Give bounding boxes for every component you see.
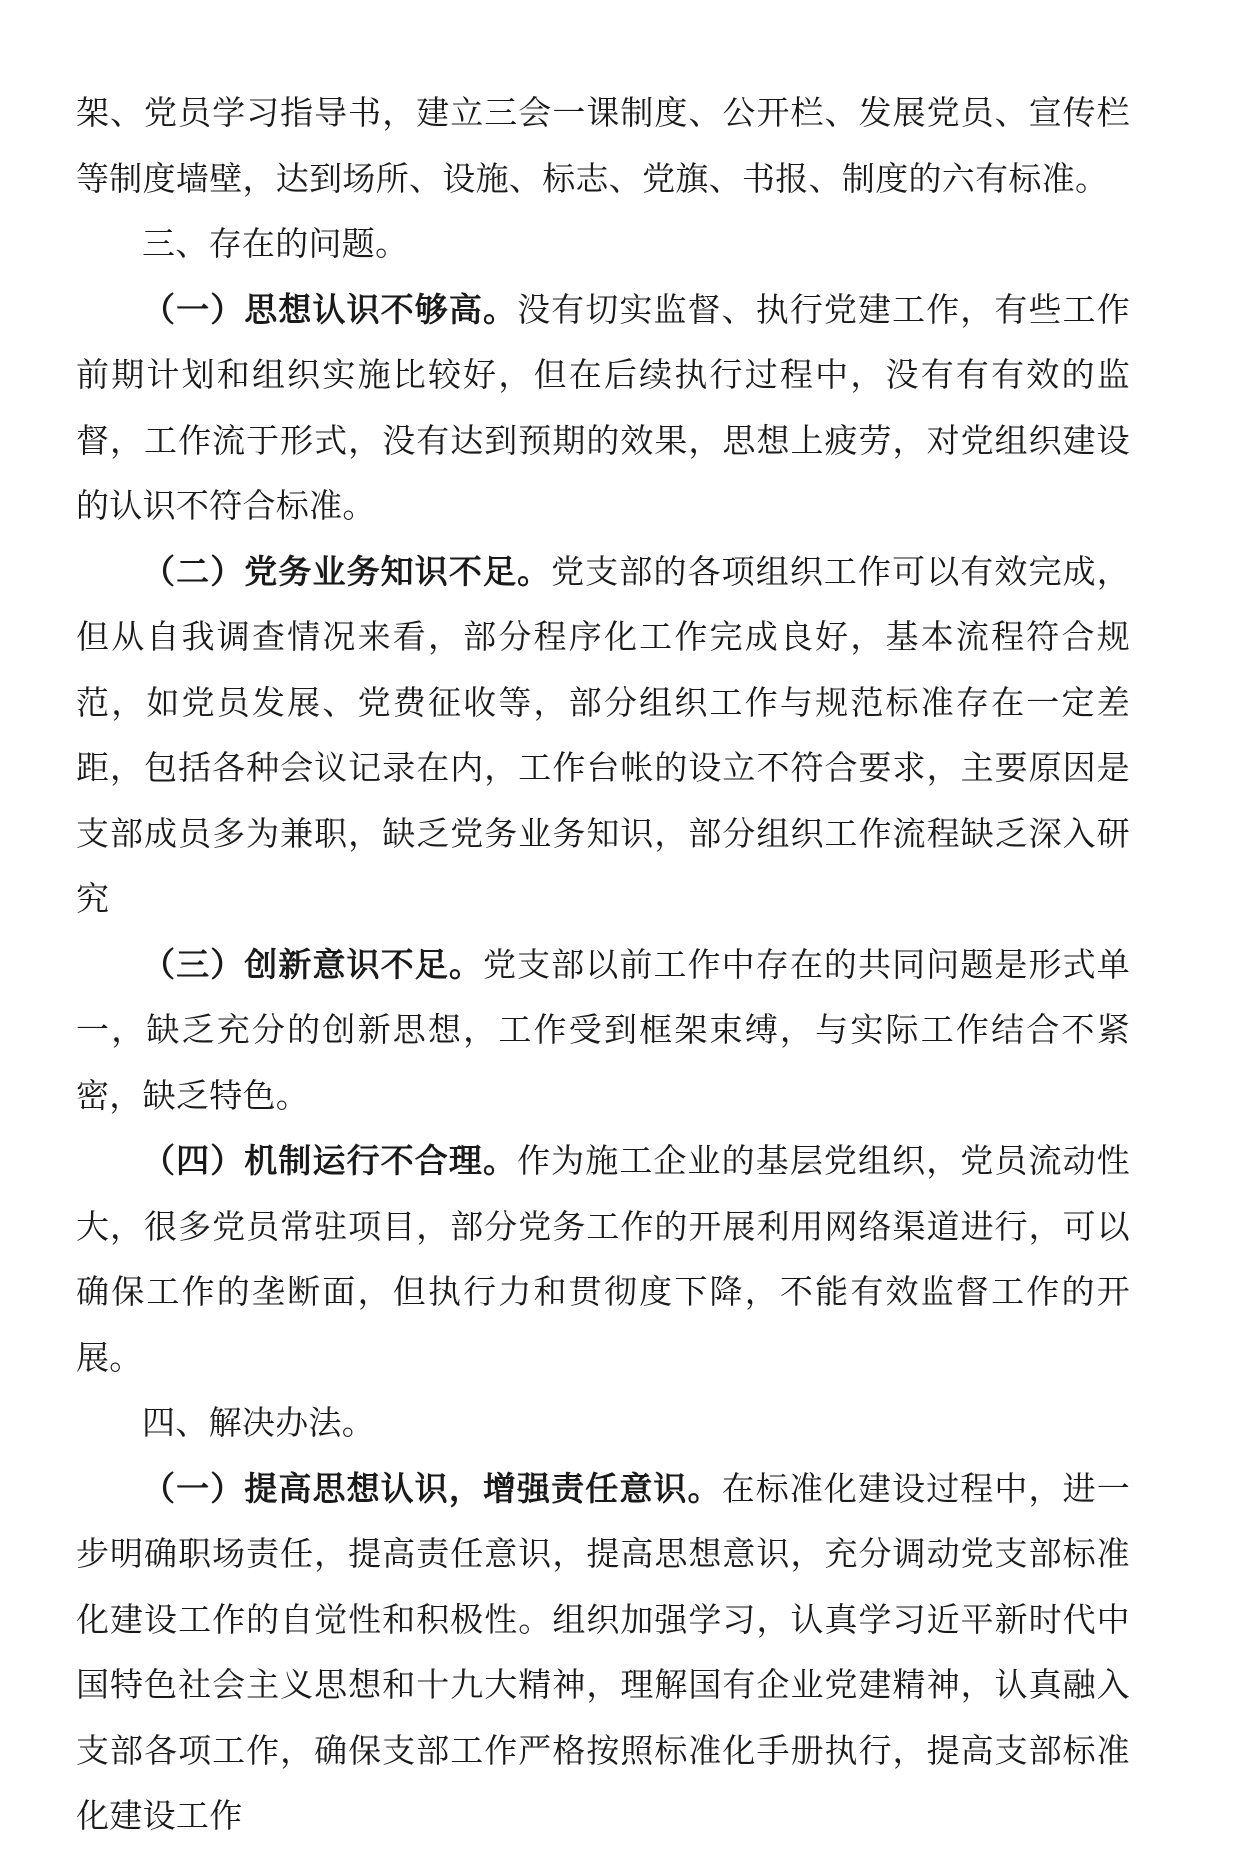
paragraph-lead: （一）提高思想认识，增强责任意识。	[142, 1468, 722, 1508]
section-heading-problems	[76, 211, 1130, 277]
paragraph-problem-4	[76, 1128, 1130, 1390]
section-heading-solutions	[76, 1390, 1130, 1456]
paragraph-text: 没有切实监督、执行党建工作，有些工作前期计划和组织实施比较好，但在后续执行过程中，没有有有效的监督，工作流于形式，没有达到预期的效果，思想上疲劳，对党组织建设的认识不符合标准。	[76, 289, 1130, 525]
paragraph-solution-1	[76, 1456, 1130, 1849]
paragraph-text: 在标准化建设过程中，进一步明确职场责任，提高责任意识，提高思想意识，充分调动党支部标准化建设工作的自觉性和积极性。组织加强学习，认真学习近平新时代中国特色社会主义思想和十九大精神，理解国有企业党建精神，认真融入支部各项工作，确保支部工作严格按照标准化手册执行，提高支部标准化建设工作	[76, 1468, 1130, 1835]
section-heading-text: 四、解决办法。	[142, 1403, 376, 1442]
paragraph-text: 党支部以前工作中存在的共同问题是形式单一，缺乏充分的创新思想，工作受到框架束缚，与实际工作结合不紧密，缺乏特色。	[76, 944, 1131, 1115]
paragraph-problem-1	[76, 277, 1130, 539]
paragraph-text: 作为施工企业的基层党组织，党员流动性大，很多党员常驻项目，部分党务工作的开展利用网络渠道进行，可以确保工作的垄断面，但执行力和贯彻度下降，不能有效监督工作的开展。	[76, 1141, 1130, 1377]
paragraph-lead: （二）党务业务知识不足。	[142, 551, 552, 591]
section-heading-text: 三、存在的问题。	[142, 224, 409, 263]
paragraph-problem-3	[76, 932, 1130, 1129]
paragraph-lead: （一）思想认识不够高。	[142, 289, 518, 329]
paragraph-lead: （三）创新意识不足。	[142, 944, 483, 984]
paragraph-lead: （四）机制运行不合理。	[142, 1141, 518, 1180]
paragraph-problem-2	[76, 539, 1130, 932]
paragraph-continuation	[76, 80, 1130, 211]
paragraph-text: 架、党员学习指导书，建立三会一课制度、公开栏、发展党员、宣传栏等制度墙壁，达到场所、设施、标志、党旗、书报、制度的六有标准。	[76, 93, 1130, 198]
paragraph-text: 党支部的各项组织工作可以有效完成，但从自我调查情况来看，部分程序化工作完成良好，基本流程符合规范，如党员发展、党费征收等，部分组织工作与规范标准存在一定差距，包括各种会议记录在内，工作台帐的设立不符合要求，主要原因是支部成员多为兼职，缺乏党务业务知识，部分组织工作流程缺乏深入研究	[76, 551, 1130, 918]
